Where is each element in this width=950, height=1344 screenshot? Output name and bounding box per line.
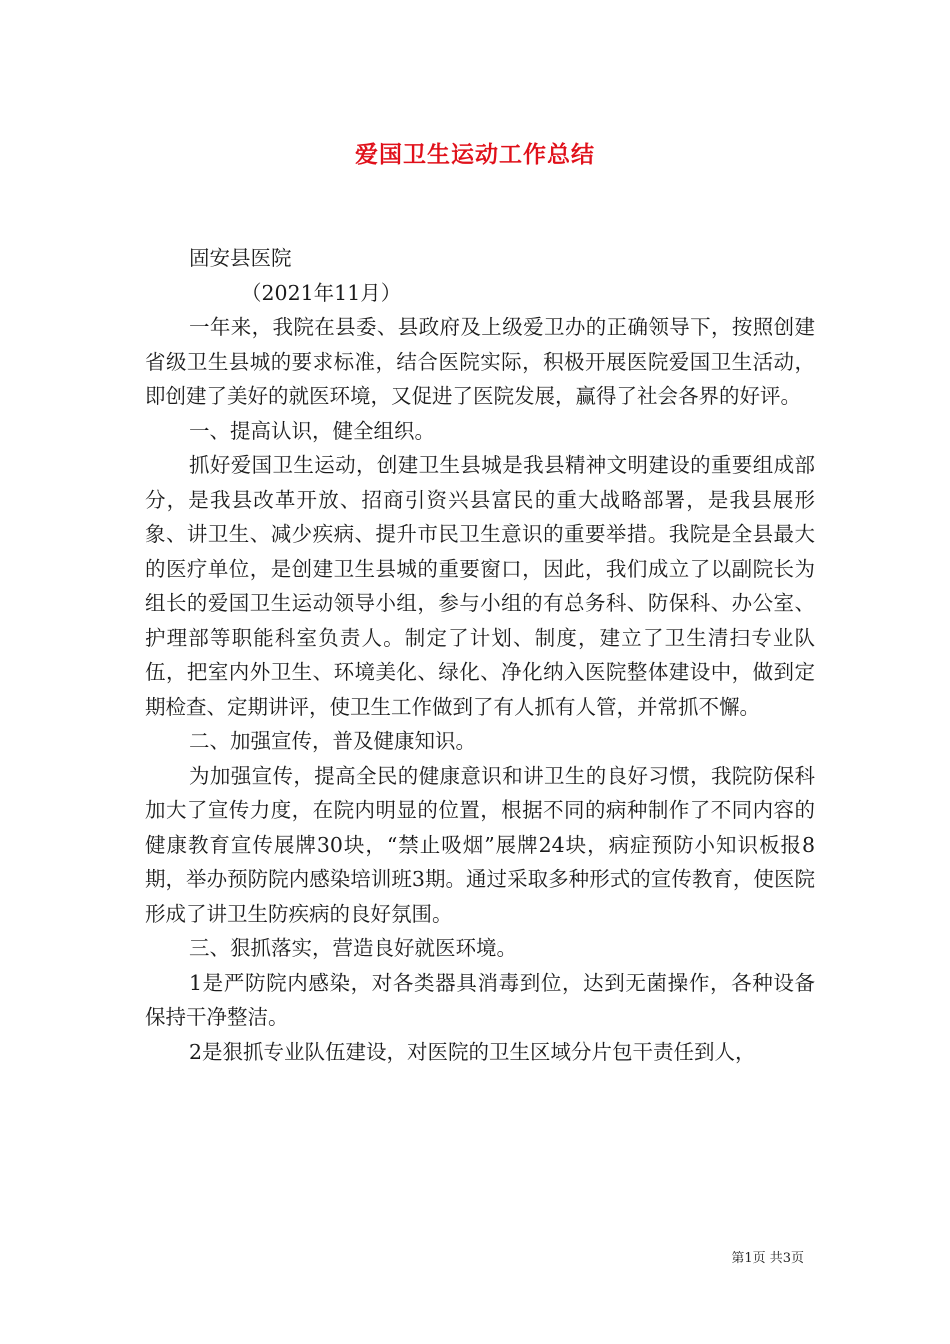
paragraph: 2是狠抓专业队伍建设，对医院的卫生区域分片包干责任到人， [189,1039,756,1064]
section-heading: 三、狠抓落实，营造良好就医环境。 [189,936,517,960]
page-number: 第1页 共3页 [731,1251,804,1266]
author-line: 固安县医院 [189,246,292,270]
section-heading: 一、提高认识，健全组织。 [189,418,435,443]
paragraph: 一年来，我院在县委、县政府及上级爱卫办的正确领导下，按照创建省级卫生县城的要求标准，结合医院实际，积极开展医院爱国卫生活动，即创建了美好的就医环境，又促进了医院发展，赢得了社会各界的好评。 [145,315,815,408]
document-body [145,241,815,1069]
paragraph: 1是严防院内感染，对各类器具消毒到位，达到无菌操作，各种设备保持干净整洁。 [145,970,815,1029]
document-title: 爱国卫生运动工作总结 [355,141,595,168]
section-heading: 二、加强宣传，普及健康知识。 [189,729,476,753]
paragraph: 为加强宣传，提高全民的健康意识和讲卫生的良好习惯，我院防保科加大了宣传力度，在院内明显的位置，根据不同的病种制作了不同内容的健康教育宣传展牌30块，“禁止吸烟”展牌24块，病症预防小知识板报8期，举办预防院内感染培训班3期。通过采取多种形式的宣传教育，使医院形成了讲卫生防疾病的良好氛围。 [145,763,815,926]
paragraph: 抓好爱国卫生运动，创建卫生县城是我县精神文明建设的重要组成部分，是我县改革开放、招商引资兴县富民的重大战略部署，是我县展形象、讲卫生、减少疾病、提升市民卫生意识的重要举措。我院是全县最大的医疗单位，是创建卫生县城的重要窗口，因此，我们成立了以副院长为组长的爱国卫生运动领导小组，参与小组的有总务科、防保科、办公室、护理部等职能科室负责人。制定了计划、制度，建立了卫生清扫专业队伍，把室内外卫生、环境美化、绿化、净化纳入医院整体建设中，做到定期检查、定期讲评，使卫生工作做到了有人抓有人管，并常抓不懈。 [145,453,815,719]
date-line: （2021年11月） [241,280,402,305]
